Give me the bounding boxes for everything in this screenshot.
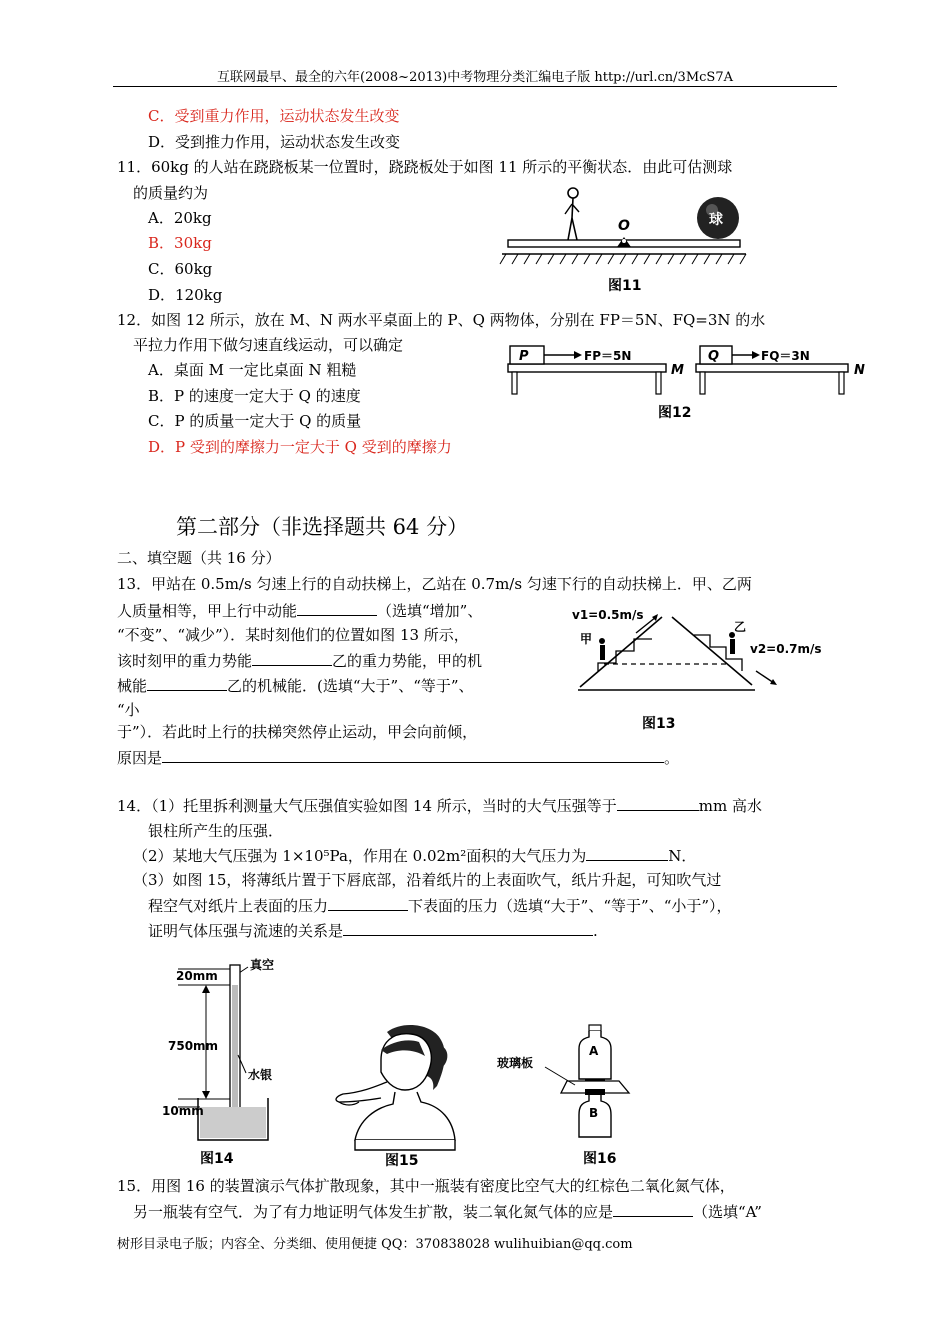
fig13-yi-label: 乙 (734, 620, 747, 634)
q14-part2-line: （2）某地大气压强为 1×10⁵Pa，作用在 0.02m²面积的大气压力为 N． (133, 847, 697, 865)
q13-blank-3[interactable] (147, 675, 227, 691)
fig14-caption: 图14 (200, 1151, 234, 1167)
fig12-fq-label: FQ＝3N (761, 349, 810, 363)
q11-option-c: C．60kg (148, 260, 213, 278)
q11-stem-line1: 11．60kg 的人站在跷跷板某一位置时，跷跷板处于如图 11 所示的平衡状态．由此可估测球 (117, 158, 733, 176)
q10-option-c: C．受到重力作用，运动状态发生改变 (148, 107, 400, 125)
q11-stem-line2: 的质量约为 (133, 184, 209, 202)
figure-13-escalators (570, 605, 820, 735)
q13-blank-4[interactable] (162, 747, 664, 763)
q12-option-b: B．P 的速度一定大于 Q 的速度 (148, 387, 361, 405)
fig16-b-label: B (589, 1106, 599, 1120)
q12-option-d: D．P 受到的摩擦力一定大于 Q 受到的摩擦力 (148, 438, 452, 456)
fig12-m-label: M (671, 363, 684, 378)
q13-blank-2[interactable] (252, 650, 332, 666)
fig11-o-label: O (618, 218, 630, 234)
section-fill-blank: 二、填空题（共 16 分） (117, 549, 281, 567)
page-footer: 树形目录电子版；内容全、分类细、使用便捷 QQ：370838028 wulihuibian@qq.com (117, 1237, 633, 1252)
fig12-caption: 图12 (658, 405, 692, 421)
figure-15-blowing-paper (325, 1020, 475, 1170)
q14-blank-2[interactable] (586, 845, 668, 861)
page-header: 互联网最早、最全的六年(2008~2013)中考物理分类汇编电子版 http://url.cn/3McS7A (217, 70, 733, 85)
q14-blank-4[interactable] (343, 920, 593, 936)
fig12-q-label: Q (708, 349, 720, 364)
q14-part3-line2: 程空气对纸片上表面的压力 下表面的压力（选填“大于”、“等于”、“小于”）， (148, 897, 732, 915)
q11-option-a: A．20kg (148, 209, 212, 227)
q12-option-c: C．P 的质量一定大于 Q 的质量 (148, 412, 362, 430)
q13-stem-line3: “不变”、“减少”）．某时刻他们的位置如图 13 所示， (117, 626, 469, 644)
fig15-caption: 图15 (385, 1153, 419, 1169)
fig13-v2-label: v2=0.7m/s (750, 642, 822, 656)
q13-blank-1[interactable] (297, 600, 377, 616)
q13-stem-line4: 该时刻甲的重力势能 乙的重力势能，甲的机 (117, 652, 483, 670)
q11-option-b: B．30kg (148, 234, 212, 252)
q13-stem-line6: “小 (117, 701, 140, 719)
fig16-a-label: A (589, 1044, 599, 1058)
q15-stem-line2: 另一瓶装有空气．为了有力地证明气体发生扩散，装二氧化氮气体的应是 （选填“A” (133, 1203, 762, 1221)
figure-11-seesaw (500, 182, 750, 302)
fig13-caption: 图13 (642, 716, 676, 732)
fig12-fp-label: FP＝5N (584, 349, 632, 363)
fig14-vacuum-label: 真空 (250, 958, 275, 972)
fig14-750mm-label: 750mm (168, 1039, 219, 1053)
figure-12-tables (500, 340, 870, 430)
q13-stem-line5: 械能 乙的机械能．(选填“大于”、“等于”、 (117, 677, 474, 695)
q11-option-d: D．120kg (148, 286, 223, 304)
q15-stem-line1: 15．用图 16 的装置演示气体扩散现象，其中一瓶装有密度比空气大的红棕色二氧化氮气体， (117, 1177, 735, 1195)
fig16-caption: 图16 (583, 1151, 617, 1167)
q12-stem-line1: 12．如图 12 所示，放在 M、N 两水平桌面上的 P、Q 两物体，分别在 FP＝5N、FQ=3N 的水 (117, 311, 766, 329)
q14-part3-line3: 证明气体压强与流速的关系是 . (148, 922, 598, 940)
q13-stem-line8: 原因是 。 (117, 749, 680, 767)
fig12-n-label: N (854, 363, 865, 378)
q14-part3-line1: （3）如图 15，将薄纸片置于下唇底部，沿着纸片的上表面吹气，纸片升起，可知吹气过 (133, 871, 722, 889)
part2-title: 第二部分（非选择题共 64 分） (176, 515, 469, 539)
figure-14-torricelli (160, 955, 310, 1170)
q12-stem-line2: 平拉力作用下做匀速直线运动，可以确定 (133, 336, 404, 354)
q10-option-d: D．受到推力作用，运动状态发生改变 (148, 133, 401, 151)
q12-option-a: A．桌面 M 一定比桌面 N 粗糙 (148, 361, 357, 379)
fig13-v1-label: v1=0.5m/s (572, 608, 644, 622)
fig13-jia-label: 甲 (580, 632, 593, 646)
q14-part1-line1: 14．（1）托里拆利测量大气压强值实验如图 14 所示，当时的大气压强等于 mm 高水 (117, 797, 762, 815)
fig11-caption: 图11 (608, 278, 642, 294)
fig11-ball-label: 球 (709, 212, 723, 228)
figure-16-diffusion-bottles (495, 1025, 655, 1170)
q14-part1-line2: 银柱所产生的压强． (148, 822, 284, 840)
fig14-20mm-label: 20mm (176, 969, 218, 983)
q13-stem-line1: 13．甲站在 0.5m/s 匀速上行的自动扶梯上，乙站在 0.7m/s 匀速下行的自动扶梯上．甲、乙两 (117, 575, 752, 593)
q15-blank-1[interactable] (613, 1201, 693, 1217)
fig14-mercury-label: 水银 (248, 1068, 273, 1082)
fig12-p-label: P (519, 349, 529, 364)
q14-blank-3[interactable] (328, 895, 408, 911)
q13-stem-line7: 于”）．若此时上行的扶梯突然停止运动，甲会向前倾， (117, 723, 478, 741)
fig16-glass-label: 玻璃板 (497, 1056, 534, 1070)
fig14-10mm-label: 10mm (162, 1104, 204, 1118)
header-rule (113, 86, 837, 87)
q13-stem-line2: 人质量相等，甲上行中动能 （选填“增加”、 (117, 602, 483, 620)
q14-blank-1[interactable] (617, 795, 699, 811)
